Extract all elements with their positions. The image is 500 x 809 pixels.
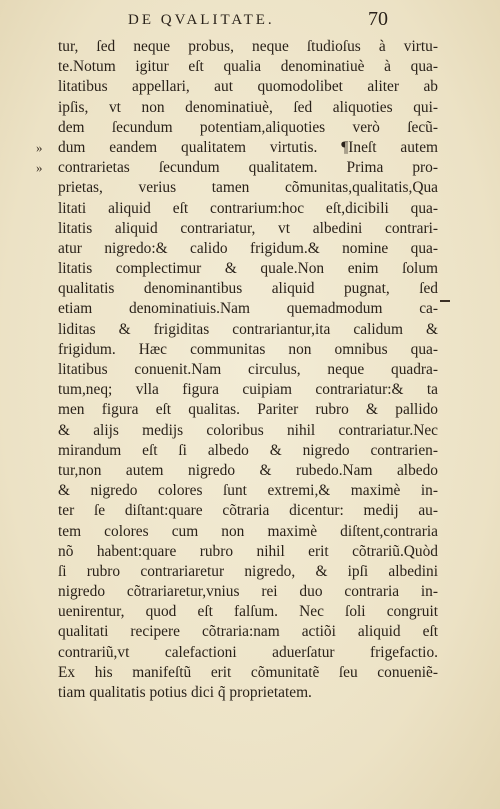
text-line xyxy=(58,219,438,239)
line-text: uenirentur, quod eſt falſum. Nec ſoli congruit xyxy=(58,603,438,621)
text-line xyxy=(58,279,438,299)
line-text: liditas & frigiditas contrariantur,ita calidum & xyxy=(58,320,438,338)
text-line xyxy=(58,118,438,138)
line-text: te.Notum igitur eſt qualia denominatiuè à qua- xyxy=(58,58,438,76)
text-line xyxy=(58,542,438,562)
line-text: tur, ſed neque probus, neque ſtudioſus à virtu- xyxy=(58,38,438,55)
text-line xyxy=(58,421,438,441)
line-text: litati aliquid eſt contrarium:hoc eſt,dicibili qua- xyxy=(58,199,438,217)
text-line xyxy=(58,320,438,340)
text-line xyxy=(58,239,438,259)
line-text: qualitatis denominantibus aliquid pugnat, ſed xyxy=(58,280,438,298)
line-text: qualitati recipere cõtraria:nam actiõi aliquid eſt xyxy=(58,623,438,641)
line-text: nõ habent:quare rubro nihil erit cõtrariũ.Quòd xyxy=(58,542,438,560)
text-line xyxy=(58,481,438,501)
text-line xyxy=(58,663,438,683)
line-text: litatis aliquid contrariatur, vt albedini contrari- xyxy=(58,219,438,237)
line-text: & nigredo colores ſunt extremi,& maximè in- xyxy=(58,482,438,500)
line-text: contrarietas ſecundum qualitatem. Prima pro- xyxy=(58,159,438,177)
page-header xyxy=(0,8,500,34)
text-line xyxy=(58,582,438,602)
text-line xyxy=(58,178,438,198)
line-text: men figura eſt qualitas. Pariter rubro & pallido xyxy=(58,401,438,419)
running-head: DE QVALITATE. xyxy=(128,12,275,28)
folio-number: 70 xyxy=(368,8,388,30)
text-line xyxy=(58,501,438,521)
line-text: tur,non autem nigredo & rubedo.Nam albedo xyxy=(58,461,438,479)
line-text: nigredo cõtrariaretur,vnius rei duo contraria in- xyxy=(58,583,438,601)
line-text: & alijs medijs coloribus nihil contrariatur.Nec xyxy=(58,421,438,439)
text-line xyxy=(36,158,438,178)
text-line xyxy=(58,199,438,219)
text-line xyxy=(58,602,438,622)
line-text: mirandum eſt ſi albedo & nigredo contrarien- xyxy=(58,441,438,459)
text-line xyxy=(58,400,438,420)
text-line xyxy=(58,562,438,582)
text-line xyxy=(58,683,438,703)
line-text: contrariũ,vt calefactioni aduerſatur frigefactio. xyxy=(58,643,438,661)
text-line xyxy=(58,522,438,542)
text-line xyxy=(58,340,438,360)
line-text: tiam qualitatis potius dici q̃ proprietatem. xyxy=(58,684,312,701)
line-text: frigidum. Hæc communitas non omnibus qua- xyxy=(58,340,438,358)
text-line xyxy=(36,138,438,158)
text-line xyxy=(58,37,438,57)
text-line xyxy=(58,441,438,461)
line-text: ſi rubro contrariaretur nigredo, & ipſi albedini xyxy=(58,562,438,580)
text-line xyxy=(58,622,438,642)
margin-marker: » xyxy=(36,160,43,176)
margin-marker: » xyxy=(36,139,43,155)
text-line xyxy=(58,461,438,481)
line-text: tum,neq; vlla figura cuipiam contrariatur:& ta xyxy=(58,381,438,399)
line-text: ipſis, vt non denominatiuè, ſed aliquoties qui- xyxy=(58,98,438,116)
text-line xyxy=(58,77,438,97)
margin-dash-mark xyxy=(440,300,450,302)
line-text: Ex his manifeſtũ erit cõmunitatẽ ſeu conueniẽ- xyxy=(58,663,438,681)
text-line xyxy=(58,57,438,77)
line-text: litatibus conuenit.Nam circulus, neque quadra- xyxy=(58,361,438,378)
text-line xyxy=(58,643,438,663)
text-line xyxy=(58,299,438,319)
line-text: litatis complectimur & quale.Non enim ſolum xyxy=(58,260,438,278)
line-text: etiam denominatiuis.Nam quemadmodum ca- xyxy=(58,300,438,318)
line-text: dem ſecundum potentiam,aliquoties verò ſecũ- xyxy=(58,118,438,136)
line-text: dum eandem qualitatem virtutis. ¶Ineſt autem xyxy=(58,138,438,156)
line-text: prietas, verius tamen cõmunitas,qualitatis,Qua xyxy=(58,179,438,197)
line-text: litatibus appellari, aut quomodolibet aliter ab xyxy=(58,78,438,96)
line-text: atur nigredo:& calido frigidum.& nomine qua- xyxy=(58,239,438,257)
text-line xyxy=(58,380,438,400)
text-line xyxy=(58,98,438,118)
line-text: ter ſe diſtant:quare cõtraria dicentur: medij au- xyxy=(58,502,438,520)
text-line xyxy=(58,360,438,380)
line-text: tem colores cum non maximè diſtent,contraria xyxy=(58,522,438,540)
text-line xyxy=(58,259,438,279)
text-block xyxy=(36,37,438,703)
